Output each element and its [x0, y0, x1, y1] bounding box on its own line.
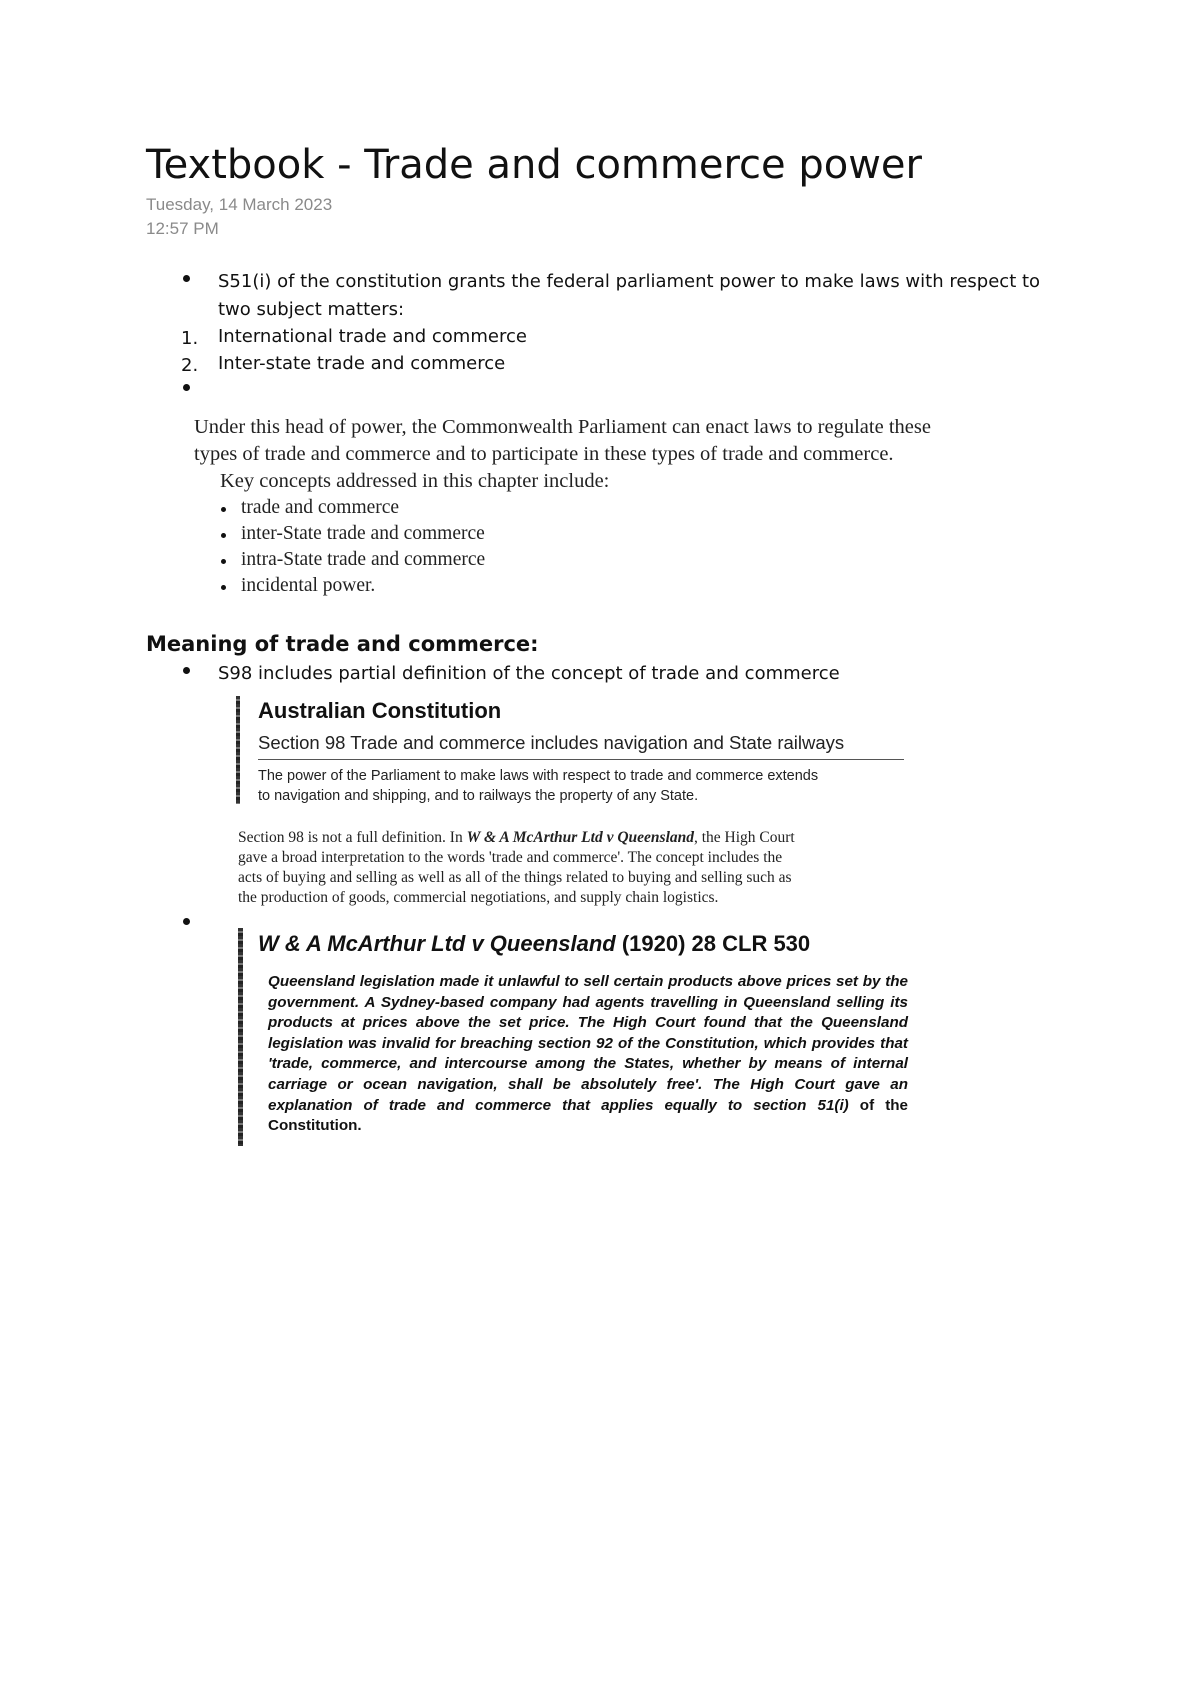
- constitution-box-title: Australian Constitution: [258, 698, 502, 723]
- quote-bar: [236, 696, 240, 804]
- case-summary-end: of the Constitution.: [268, 1096, 908, 1135]
- excerpt-line: [238, 829, 795, 847]
- divider: [258, 759, 904, 760]
- page-title: Textbook - Trade and commerce power: [146, 142, 922, 188]
- excerpt-line: gave a broad interpretation to the words 'trade and commerce'. The concept includes the: [238, 849, 783, 866]
- case-title-citation: (1920) 28 CLR 530: [615, 931, 811, 956]
- bullet-icon: [183, 275, 190, 282]
- list-item-text: inter-State trade and commerce: [241, 523, 485, 544]
- intro-bullet-line2: two subject matters:: [218, 299, 405, 320]
- section-heading: Meaning of trade and commerce:: [146, 632, 539, 656]
- excerpt-line: acts of buying and selling as well as all of the things related to buying and selling such as: [238, 869, 792, 886]
- bullet-icon: [221, 585, 226, 590]
- intro-bullet-line1: S51(i) of the constitution grants the federal parliament power to make laws with respect to: [218, 271, 1041, 292]
- constitution-section-heading: Section 98 Trade and commerce includes navigation and State railways: [258, 732, 845, 753]
- excerpt-text: , the High Court: [694, 829, 795, 846]
- bullet-icon: [183, 918, 190, 925]
- list-item: Inter-state trade and commerce: [218, 353, 506, 374]
- constitution-text-line: The power of the Parliament to make laws with respect to trade and commerce extends: [258, 768, 819, 784]
- constitution-text-line: to navigation and shipping, and to railways the property of any State.: [258, 788, 699, 804]
- case-box-title: [258, 931, 810, 957]
- case-name: W & A McArthur Ltd v Queensland: [466, 829, 694, 846]
- excerpt-line: Under this head of power, the Commonwealth Parliament can enact laws to regulate these: [194, 416, 931, 438]
- case-summary-text: Queensland legislation made it unlawful to sell certain products above prices set by the government. A Sydney-based company had agents travelling in Queensland selling its products at prices above the set price. The High Court found that the Queensland legislation was invalid for breaching section 92 of the Constitution, which provides that 'trade, commerce, and intercourse among the States, whether by means of internal carriage or ocean navigation, shall be absolutely free'. The High Court gave an explanation of trade and commerce that applies equally to section 51(i): [268, 973, 908, 1114]
- list-number: 2.: [181, 355, 199, 376]
- bullet-icon: [221, 533, 226, 538]
- page-date: Tuesday, 14 March 2023: [146, 195, 333, 214]
- page-time: 12:57 PM: [146, 219, 219, 238]
- quote-bar: [238, 928, 243, 1146]
- list-item-text: incidental power.: [241, 575, 376, 596]
- excerpt-line: types of trade and commerce and to participate in these types of trade and commerce.: [194, 443, 894, 465]
- excerpt-line: the production of goods, commercial negotiations, and supply chain logistics.: [238, 889, 719, 906]
- excerpt-line: Key concepts addressed in this chapter include:: [220, 470, 610, 492]
- bullet-icon: [183, 384, 190, 391]
- list-item: International trade and commerce: [218, 326, 527, 347]
- list-item-text: intra-State trade and commerce: [241, 549, 486, 570]
- excerpt-text: Section 98 is not a full definition. In: [238, 829, 467, 846]
- bullet-icon: [183, 667, 190, 674]
- list-item-text: trade and commerce: [241, 497, 400, 518]
- case-summary: [268, 972, 908, 1137]
- bullet-icon: [221, 559, 226, 564]
- bullet-icon: [221, 507, 226, 512]
- case-title-name: W & A McArthur Ltd v Queensland: [258, 931, 616, 956]
- section2-bullet: S98 includes partial definition of the concept of trade and commerce: [218, 663, 840, 684]
- list-number: 1.: [181, 328, 199, 349]
